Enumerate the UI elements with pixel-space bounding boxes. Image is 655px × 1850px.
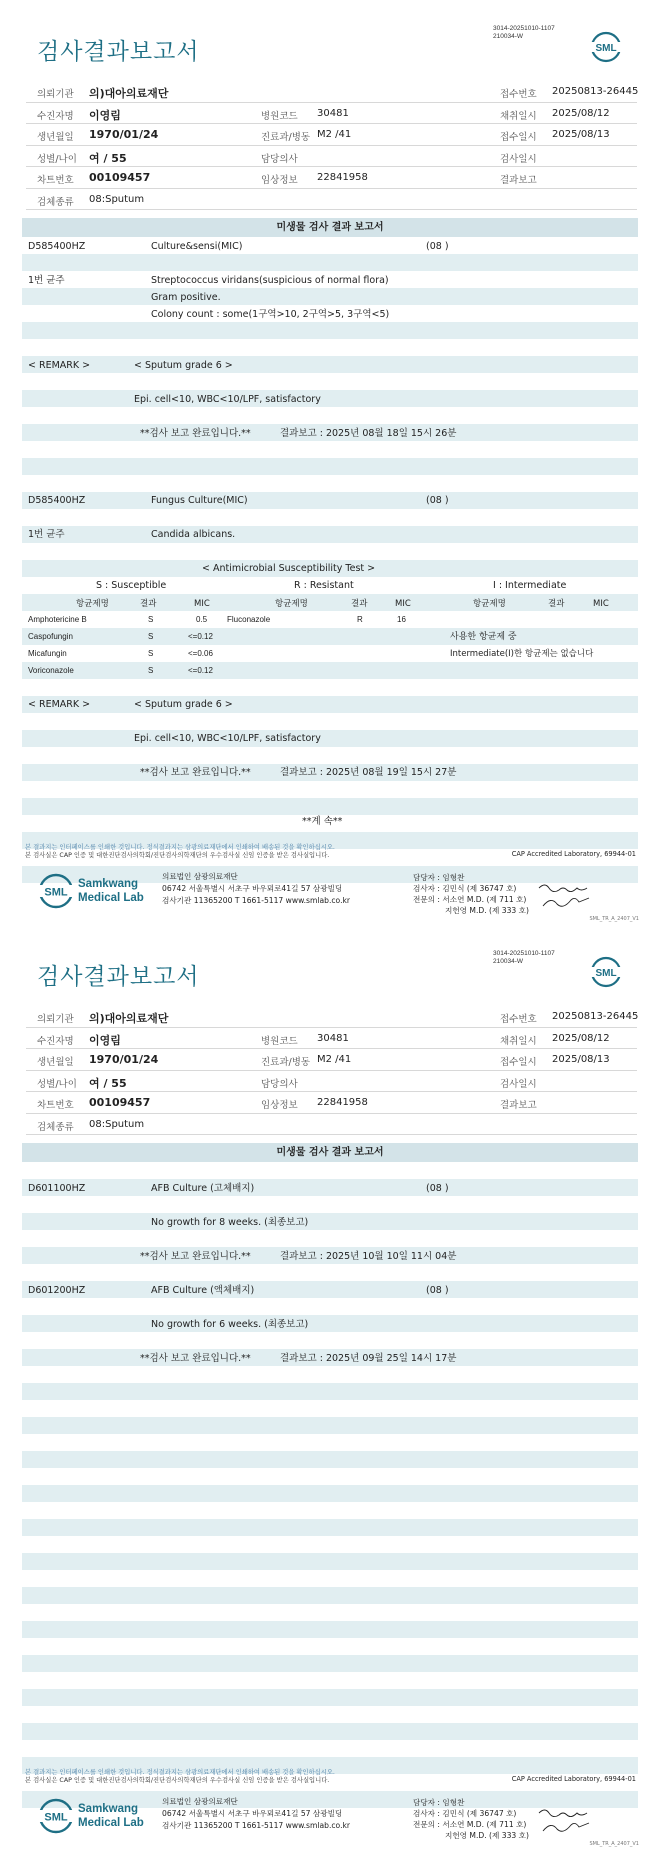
svg-text:SML: SML	[44, 886, 68, 899]
organism-label: 1번 균주	[28, 529, 65, 540]
section-header: 미생물 검사 결과 보고서	[22, 1143, 638, 1162]
test-code: D585400HZ	[28, 495, 86, 506]
brand-name: Samkwang	[78, 1803, 139, 1815]
remark-detail: Epi. cell<10, WBC<10/LPF, satisfactory	[134, 394, 321, 405]
section-header: 미생물 검사 결과 보고서	[22, 218, 638, 237]
report-time: 결과보고 : 2025년 08월 19일 15시 27분	[280, 767, 457, 778]
report-time: 결과보고 : 2025년 10월 10일 11시 04분	[280, 1251, 457, 1262]
report-complete: **검사 보고 완료입니다.**	[140, 1251, 251, 1262]
form-number: SML_TR_A_2407_V1	[589, 916, 639, 922]
test-name: AFB Culture (액체배지)	[151, 1285, 255, 1296]
report-complete: **검사 보고 완료입니다.**	[140, 767, 251, 778]
ast-result: S	[148, 615, 154, 624]
ast-col-drug: 항균제명	[473, 599, 506, 609]
svg-text:SML: SML	[44, 1811, 68, 1824]
patient-info: 의뢰기관 의)대아의료재단 접수번호 20250813-26445 수진자명 이영림 병원코드 30481 채취일시 2025/08/12 생년월일 1970/01/24 진료과/병동 M2 /41 접수일시 2025/08/13 성별/나이 여 / 55 담당의사 검사일시 차트번호 00109457 임상정보 22841958 결과보고 검체종류 08:Sputum	[26, 81, 637, 210]
sputum-grade: < Sputum grade 6 >	[134, 699, 233, 710]
clinical-info: 22841958	[317, 1097, 368, 1108]
ast-drug: Caspofungin	[28, 632, 73, 641]
patient-name: 이영림	[89, 1033, 121, 1047]
sml-logo-icon	[36, 1796, 76, 1836]
footer-note: 본 검사실은 CAP 인증 및 대한진단검사의학회/진단검사의학재단의 우수검사실 신임 인증을 받은 검사실입니다.	[25, 852, 330, 859]
test-specimen: (08 )	[426, 1285, 449, 1296]
ast-note: Intermediate(I)한 항균제는 없습니다	[450, 649, 594, 659]
ast-col-drug: 항균제명	[76, 599, 109, 609]
footer-note: 본 검사실은 CAP 인증 및 대한진단검사의학회/진단검사의학재단의 우수검사실 신임 인증을 받은 검사실입니다.	[25, 1777, 330, 1784]
ast-mic: <=0.06	[188, 649, 213, 658]
sml-logo-icon	[589, 955, 623, 989]
hospital-code: 30481	[317, 107, 349, 119]
birth-date: 1970/01/24	[89, 1053, 159, 1066]
test-name: AFB Culture (고체배지)	[151, 1183, 255, 1194]
test-specimen: (08 )	[426, 495, 449, 506]
birth-date: 1970/01/24	[89, 128, 159, 141]
ast-result: S	[148, 632, 154, 641]
brand-subtitle: Medical Lab	[78, 1817, 144, 1829]
ast-drug: Amphotericine B	[28, 615, 87, 624]
ast-result: S	[148, 649, 154, 658]
test-code: D601200HZ	[28, 1285, 86, 1296]
svg-text:SML: SML	[595, 968, 617, 979]
cap-accreditation: CAP Accredited Laboratory, 69944-01	[511, 1775, 636, 1783]
colony-count: Colony count : some(1구역>10, 2구역>5, 3구역<5)	[151, 309, 390, 320]
remark-detail: Epi. cell<10, WBC<10/LPF, satisfactory	[134, 733, 321, 744]
report-time: 결과보고 : 2025년 09월 25일 14시 17분	[280, 1353, 457, 1364]
ast-mic: 16	[397, 615, 406, 624]
sex-age: 여 / 55	[89, 1076, 127, 1090]
ast-col-mic: MIC	[395, 599, 411, 609]
collect-date: 2025/08/12	[552, 107, 610, 119]
form-number: SML_TR_A_2407_V1	[589, 1841, 639, 1847]
ast-col-mic: MIC	[194, 599, 210, 609]
report-complete: **검사 보고 완료입니다.**	[140, 1353, 251, 1364]
organism-name: Candida albicans.	[151, 529, 236, 540]
hospital-code: 30481	[317, 1032, 349, 1044]
collect-date: 2025/08/12	[552, 1032, 610, 1044]
specimen: 08:Sputum	[89, 1118, 145, 1130]
test-code: D601100HZ	[28, 1183, 86, 1194]
organism-label: 1번 균주	[28, 275, 65, 286]
sml-logo-icon	[589, 30, 623, 64]
signatories: 담당자 : 임형찬 검사자 : 김민식 (제 36747 호) 전문의 : 서소연 M.D. (제 711 호) 지헌영 M.D. (제 333 호)	[413, 1798, 529, 1840]
document-id: 3014-20251010-1107 210034-W	[493, 25, 555, 40]
brand-logo	[36, 1796, 146, 1836]
brand-name: Samkwang	[78, 878, 139, 890]
test-specimen: (08 )	[426, 241, 449, 252]
cap-accreditation: CAP Accredited Laboratory, 69944-01	[511, 850, 636, 858]
org-address: 의료법인 삼광의료재단 06742 서울특별시 서초구 바우뫼로41길 57 삼광빌딩 검사기관 11365200 T 1661-5117 www.smlab.co.kr	[162, 1797, 350, 1830]
test-result: No growth for 8 weeks. (최종보고)	[151, 1217, 309, 1228]
chart-no: 00109457	[89, 1096, 151, 1109]
ast-drug: Fluconazole	[227, 615, 271, 624]
test-code: D585400HZ	[28, 241, 86, 252]
signatories: 담당자 : 임형찬 검사자 : 김민식 (제 36747 호) 전문의 : 서소연 M.D. (제 711 호) 지헌영 M.D. (제 333 호)	[413, 873, 529, 915]
ast-col-mic: MIC	[593, 599, 609, 609]
ast-mic: <=0.12	[188, 632, 213, 641]
chart-no: 00109457	[89, 171, 151, 184]
report-page-2	[0, 925, 655, 1850]
test-name: Culture&sensi(MIC)	[151, 241, 243, 252]
institution: 의)대아의료재단	[89, 87, 169, 100]
test-name: Fungus Culture(MIC)	[151, 495, 248, 506]
receipt-date: 2025/08/13	[552, 1054, 610, 1065]
remark-label: < REMARK >	[28, 699, 91, 710]
receipt-no: 20250813-26445	[552, 1011, 639, 1022]
ast-mic: 0.5	[196, 615, 208, 624]
document-id: 3014-20251010-1107 210034-W	[493, 950, 555, 965]
remark-label: < REMARK >	[28, 360, 91, 371]
test-specimen: (08 )	[426, 1183, 449, 1194]
sex-age: 여 / 55	[89, 151, 127, 165]
specimen: 08:Sputum	[89, 193, 145, 205]
clinical-info: 22841958	[317, 172, 368, 183]
report-title: 검사결과보고서	[37, 964, 200, 990]
patient-name: 이영림	[89, 108, 121, 122]
ast-legend-s: S : Susceptible	[96, 580, 167, 591]
signature-icon	[535, 1803, 595, 1843]
report-title: 검사결과보고서	[37, 39, 200, 65]
footer-note: 본 결과지는 인터페이스를 인쇄한 것입니다. 정식결과지는 삼광의료재단에서 인쇄하여 배송된 것을 확인하십시오.	[25, 844, 335, 851]
ast-title: < Antimicrobial Susceptibility Test >	[202, 563, 376, 574]
org-address: 의료법인 삼광의료재단 06742 서울특별시 서초구 바우뫼로41길 57 삼광빌딩 검사기관 11365200 T 1661-5117 www.smlab.co.kr	[162, 872, 350, 905]
report-complete: **검사 보고 완료입니다.**	[140, 428, 251, 439]
sml-logo-icon	[36, 871, 76, 911]
ast-mic: <=0.12	[188, 666, 213, 675]
footer-note: 본 결과지는 인터페이스를 인쇄한 것입니다. 정식결과지는 삼광의료재단에서 인쇄하여 배송된 것을 확인하십시오.	[25, 1769, 335, 1776]
dept: M2 /41	[317, 129, 352, 140]
ast-result: R	[357, 615, 363, 624]
ast-drug: Micafungin	[28, 649, 67, 658]
organism-name: Streptococcus viridans(suspicious of normal flora)	[151, 275, 389, 286]
ast-note: 사용한 항균제 중	[450, 632, 517, 642]
receipt-no: 20250813-26445	[552, 86, 639, 97]
ast-result: S	[148, 666, 154, 675]
brand-subtitle: Medical Lab	[78, 892, 144, 904]
svg-text:SML: SML	[595, 43, 617, 54]
ast-col-drug: 항균제명	[275, 599, 308, 609]
dept: M2 /41	[317, 1054, 352, 1065]
receipt-date: 2025/08/13	[552, 129, 610, 140]
ast-col-result: 결과	[548, 599, 565, 609]
ast-col-result: 결과	[351, 599, 368, 609]
signature-icon	[535, 878, 595, 918]
test-result: No growth for 6 weeks. (최종보고)	[151, 1319, 309, 1330]
ast-legend-r: R : Resistant	[294, 580, 354, 591]
brand-logo	[36, 871, 146, 911]
patient-info: 의뢰기관 의)대아의료재단 접수번호 20250813-26445 수진자명 이영림 병원코드 30481 채취일시 2025/08/12 생년월일 1970/01/24 진료과/병동 M2 /41 접수일시 2025/08/13 성별/나이 여 / 55 담당의사 검사일시 차트번호 00109457 임상정보 22841958 결과보고 검체종류 08:Sputum	[26, 1006, 637, 1135]
continued-mark: **계 속**	[302, 816, 343, 827]
sputum-grade: < Sputum grade 6 >	[134, 360, 233, 371]
report-time: 결과보고 : 2025년 08월 18일 15시 26분	[280, 428, 457, 439]
ast-drug: Voriconazole	[28, 666, 74, 675]
gram-stain: Gram positive.	[151, 292, 221, 303]
ast-col-result: 결과	[140, 599, 157, 609]
ast-legend-i: I : Intermediate	[493, 580, 567, 591]
institution: 의)대아의료재단	[89, 1012, 169, 1025]
